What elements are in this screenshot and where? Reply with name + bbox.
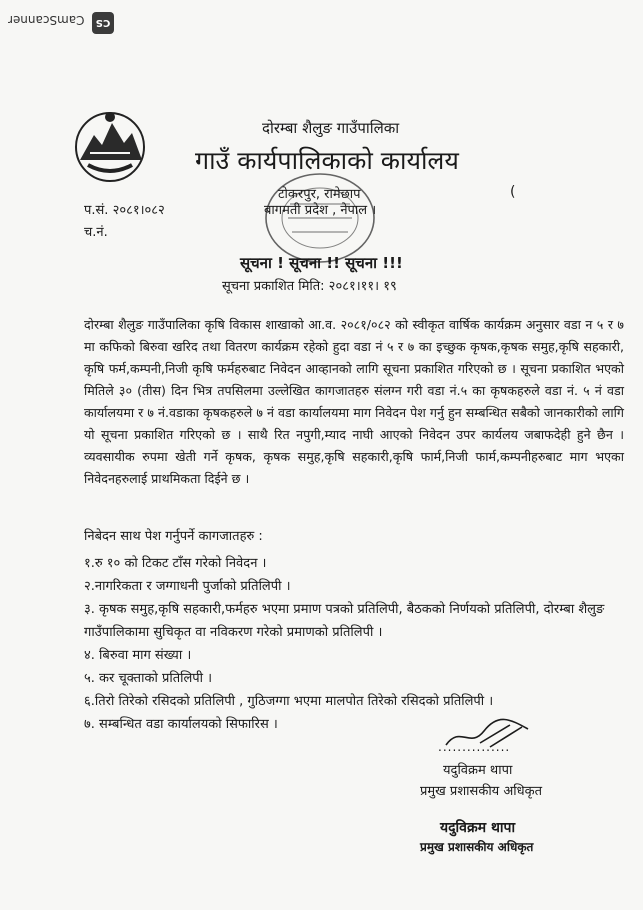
- list-item: २.नागरिकता र जग्गाधनी पुर्जाको प्रतिलिपी ।: [84, 579, 291, 594]
- name-stamp: यदुविक्रम थापा: [440, 820, 516, 836]
- camscanner-logo: CS: [92, 12, 114, 34]
- office-title: गाउँ कार्यपालिकाको कार्यालय: [195, 146, 459, 175]
- title-stamp: प्रमुख प्रशासकीय अधिकृत: [420, 840, 534, 854]
- address-line-1: टोकरपुर, रामेछाप: [278, 187, 361, 202]
- notice-body-paragraph: दोरम्बा शैलुङ गाउँपालिका कृषि विकास शाखाको आ.व. २०८१/०८२ को स्वीकृत वार्षिक कार्यक्रम अनुसार वडा न ५ र ७ मा कफिको बिरुवा खरिद तथा वितरण कार्यक्रम रहेको हुदा वडा नं ५ र ७ का इच्छुक कृषक,कृषक समुह,कृषि सहकारी, कृषि फर्म,कम्पनी,निजी कृषि फर्महरुबाट निवेदन आव्हानको लागि सूचना प्रकाशित गरिएको छ । सूचना प्रकाशित भएको मितिले ३० (तीस) दिन भित्र तपसिलमा उल्लेखित कागजातहरु संलग्न गरी वडा नं.५ का कृषकहरुले वडा नं. ५ नं वडा कार्यालयमा र ७ नं.वडाका कृषकहरुले ७ नं वडा कार्यालयमा माग निवेदन पेश गर्नु हुन सम्बन्धित सबैको जानकारीको लागि यो सूचना प्रकाशित गरिएको छ । साथै रित नपुगी,म्याद नाघी आएको निवेदन उपर कार्यलय जबाफदेही हुने छैन । व्यवसायीक रुपमा खेती गर्ने कृषक, कृषक समुह,कृषि सहकारी,कृषि फार्म,निजी फार्म,कम्पनीहरुबाट माग भएका निवेदनहरुलाई प्राथमिकता दिईने छ ।: [84, 317, 624, 486]
- address-line-2: बागमती प्रदेश , नेपाल ।: [264, 203, 377, 218]
- signature-line: ...............: [438, 740, 511, 754]
- nepal-emblem-icon: [70, 105, 150, 185]
- notice-title: सूचना ! सूचना !! सूचना !!!: [240, 254, 403, 272]
- list-item: ५. कर चूक्ताको प्रतिलिपी ।: [84, 671, 213, 686]
- list-item: ४. बिरुवा माग संख्या ।: [84, 648, 192, 663]
- list-item: ७. सम्बन्धित वडा कार्यालयको सिफारिस ।: [84, 717, 278, 732]
- reference-number: प.सं. २०८१।०८२: [84, 203, 165, 218]
- dispatch-number: च.नं.: [84, 225, 108, 240]
- list-item: १.रु १० को टिकट टाँस गरेको निवेदन ।: [84, 556, 267, 571]
- signatory-title: प्रमुख प्रशासकीय अधिकृत: [420, 784, 543, 799]
- stray-mark: (: [510, 184, 516, 200]
- requirements-heading: निबेदन साथ पेश गर्नुपर्ने कागजातहरु :: [84, 529, 263, 544]
- list-item: ६.तिरो तिरेको रसिदको प्रतिलिपी , गुठिजग्गा भएमा मालपोत तिरेको रसिदको प्रतिलिपी ।: [84, 694, 494, 709]
- requirements-list: [84, 552, 629, 736]
- municipality-name: दोरम्बा शैलुङ गाउँपालिका: [262, 119, 400, 137]
- notice-published-date: सूचना प्रकाशित मिति: २०८१।११। १९: [222, 279, 397, 294]
- list-item: ३. कृषक समुह,कृषि सहकारी,फर्महरु भएमा प्रमाण पत्रको प्रतिलिपी, बैठकको निर्णयको प्रतिलिपी, दोरम्बा शैलुङ गाउँपालिकामा सुचिकृत वा नविकरण गरेको प्रमाणको प्रतिलिपी ।: [84, 602, 605, 640]
- signatory-name: यदुविक्रम थापा: [443, 763, 513, 778]
- camscanner-label: CamScanner: [8, 13, 85, 27]
